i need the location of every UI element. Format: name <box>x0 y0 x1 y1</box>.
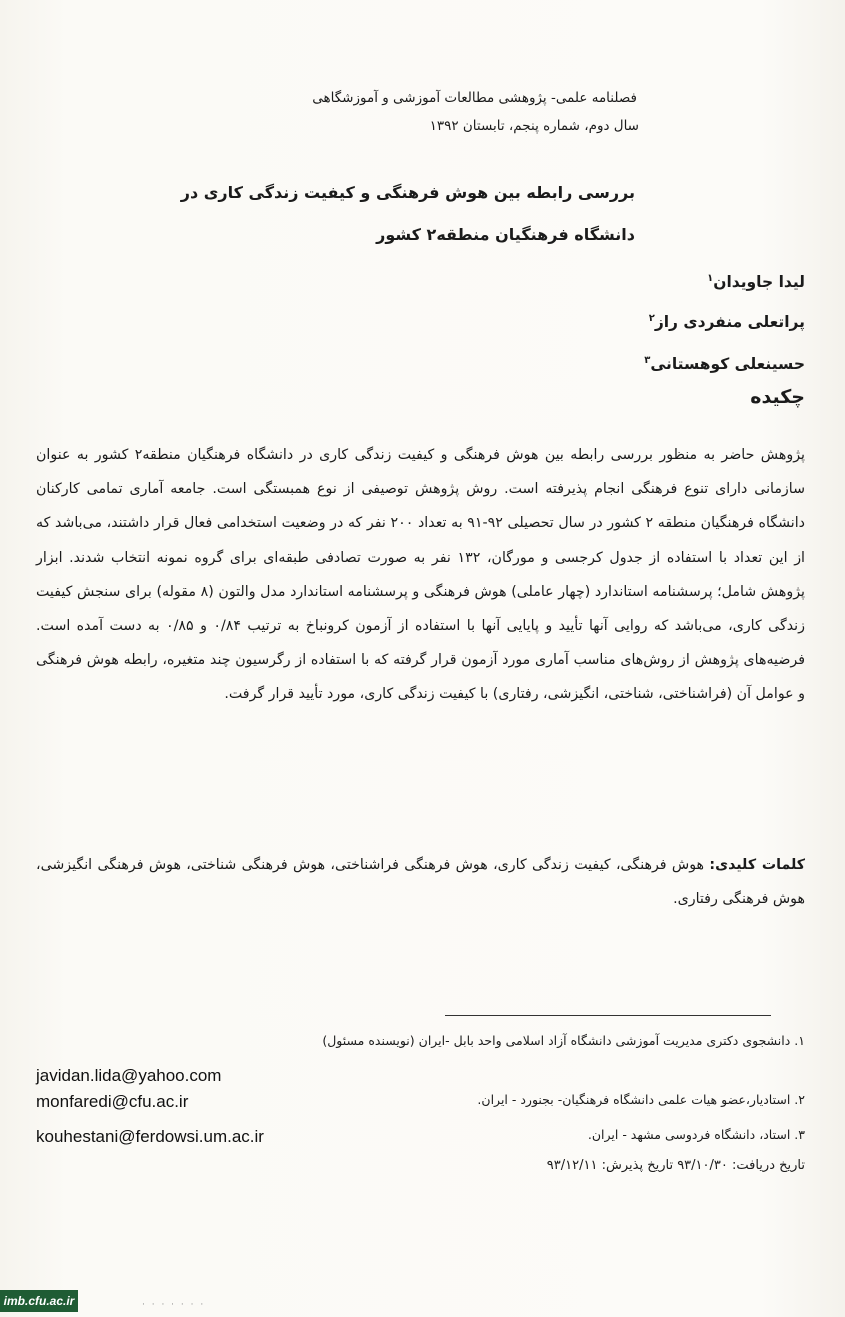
abstract-text: پژوهش حاضر به منظور بررسی رابطه بین هوش فرهنگی و کیفیت زندگی کاری در دانشگاه فرهنگیان منطقه۲ کشور به عنوان سازمانی دارای تنوع فرهنگی انجام پذیرفته است. روش پژوهش توصیفی از نوع همبستگی است. جامعه آماری تمامی کارکنان دانشگاه فرهنگیان منطقه ۲ کشور در سال تحصیلی ۹۲-۹۱ به تعداد ۲۰۰ نفر که در وضعیت استخدامی فعال قرار داشتند، می‌باشد که از این تعداد با استفاده از جدول کرجسی و مورگان، ۱۳۲ نفر به صورت تصادفی طبقه‌ای برای گروه نمونه انتخاب شدند. ابزار پژوهش شامل؛ پرسشنامه استاندارد (چهار عاملی) هوش فرهنگی و پرسشنامه استاندارد مدل والتون (۸ مقوله) برای سنجش کیفیت زندگی کاری، می‌باشد که روایی آنها تأیید و پایایی آنها با استفاده از آزمون کرونباخ به ترتیب ۰/۸۴ و ۰/۸۵ به دست آمده است. فرضیه‌های پژوهش از روش‌های مناسب آماری مورد آزمون قرار گرفته که با استفاده از رگرسیون چند متغیره، رابطه هوش فرهنگی و عوامل آن (فراشناختی، شناختی، انگیزشی، رفتاری) با کیفیت زندگی کاری، مورد تأیید قرار گرفت. <box>36 447 805 703</box>
title-line-1: بررسی رابطه بین هوش فرهنگی و کیفیت زندگی کاری در <box>180 183 635 202</box>
keywords <box>36 848 805 916</box>
author-mark: ۲ <box>648 313 655 324</box>
author-mark: ۳ <box>644 355 651 366</box>
footnote-3: ۳. استاد، دانشگاه فردوسی مشهد - ایران. <box>587 1127 805 1142</box>
journal-name: فصلنامه علمی- پژوهشی مطالعات آموزشی و آموزشگاهی <box>312 90 637 106</box>
email-author-2[interactable]: monfaredi@cfu.ac.ir <box>36 1092 189 1111</box>
author-name: حسینعلی کوهستانی <box>650 355 805 374</box>
footnote-divider <box>445 1015 771 1016</box>
keywords-label: کلمات کلیدی: <box>709 857 805 873</box>
author-3 <box>644 355 805 373</box>
abstract-heading: چکیده <box>750 386 805 408</box>
footnote-1: ۱. دانشجوی دکتری مدیریت آموزشی دانشگاه آزاد اسلامی واحد بابل -ایران (نویسنده مسئول) <box>322 1033 805 1048</box>
keywords-text: هوش فرهنگی، کیفیت زندگی کاری، هوش فرهنگی فراشناختی، هوش فرهنگی شناختی، هوش فرهنگی انگیزشی، هوش فرهنگی رفتاری. <box>36 857 805 907</box>
author-name: پراتعلی منفردی راز <box>654 313 805 332</box>
footnote-2: ۲. استادیار،عضو هیات علمی دانشگاه فرهنگیان- بجنورد - ایران. <box>477 1092 805 1107</box>
email-author-3[interactable]: kouhestani@ferdowsi.um.ac.ir <box>36 1127 264 1146</box>
page-marks: · · · · · · · <box>142 1300 206 1310</box>
title-line-2: دانشگاه فرهنگیان منطقه۲ کشور <box>376 225 635 244</box>
site-watermark-badge: imb.cfu.ac.ir <box>0 1290 78 1312</box>
email-author-1[interactable]: javidan.lida@yahoo.com <box>36 1066 222 1085</box>
author-2 <box>649 313 805 331</box>
author-mark: ۱ <box>707 273 714 284</box>
journal-issue: سال دوم، شماره پنجم، تابستان ۱۳۹۲ <box>429 118 639 134</box>
author-1 <box>707 273 805 291</box>
abstract-body <box>36 438 805 712</box>
submission-dates: تاریخ دریافت: ۹۳/۱۰/۳۰ تاریخ پذیرش: ۹۳/۱۲/۱۱ <box>546 1158 805 1173</box>
author-name: لیدا جاویدان <box>713 273 805 292</box>
